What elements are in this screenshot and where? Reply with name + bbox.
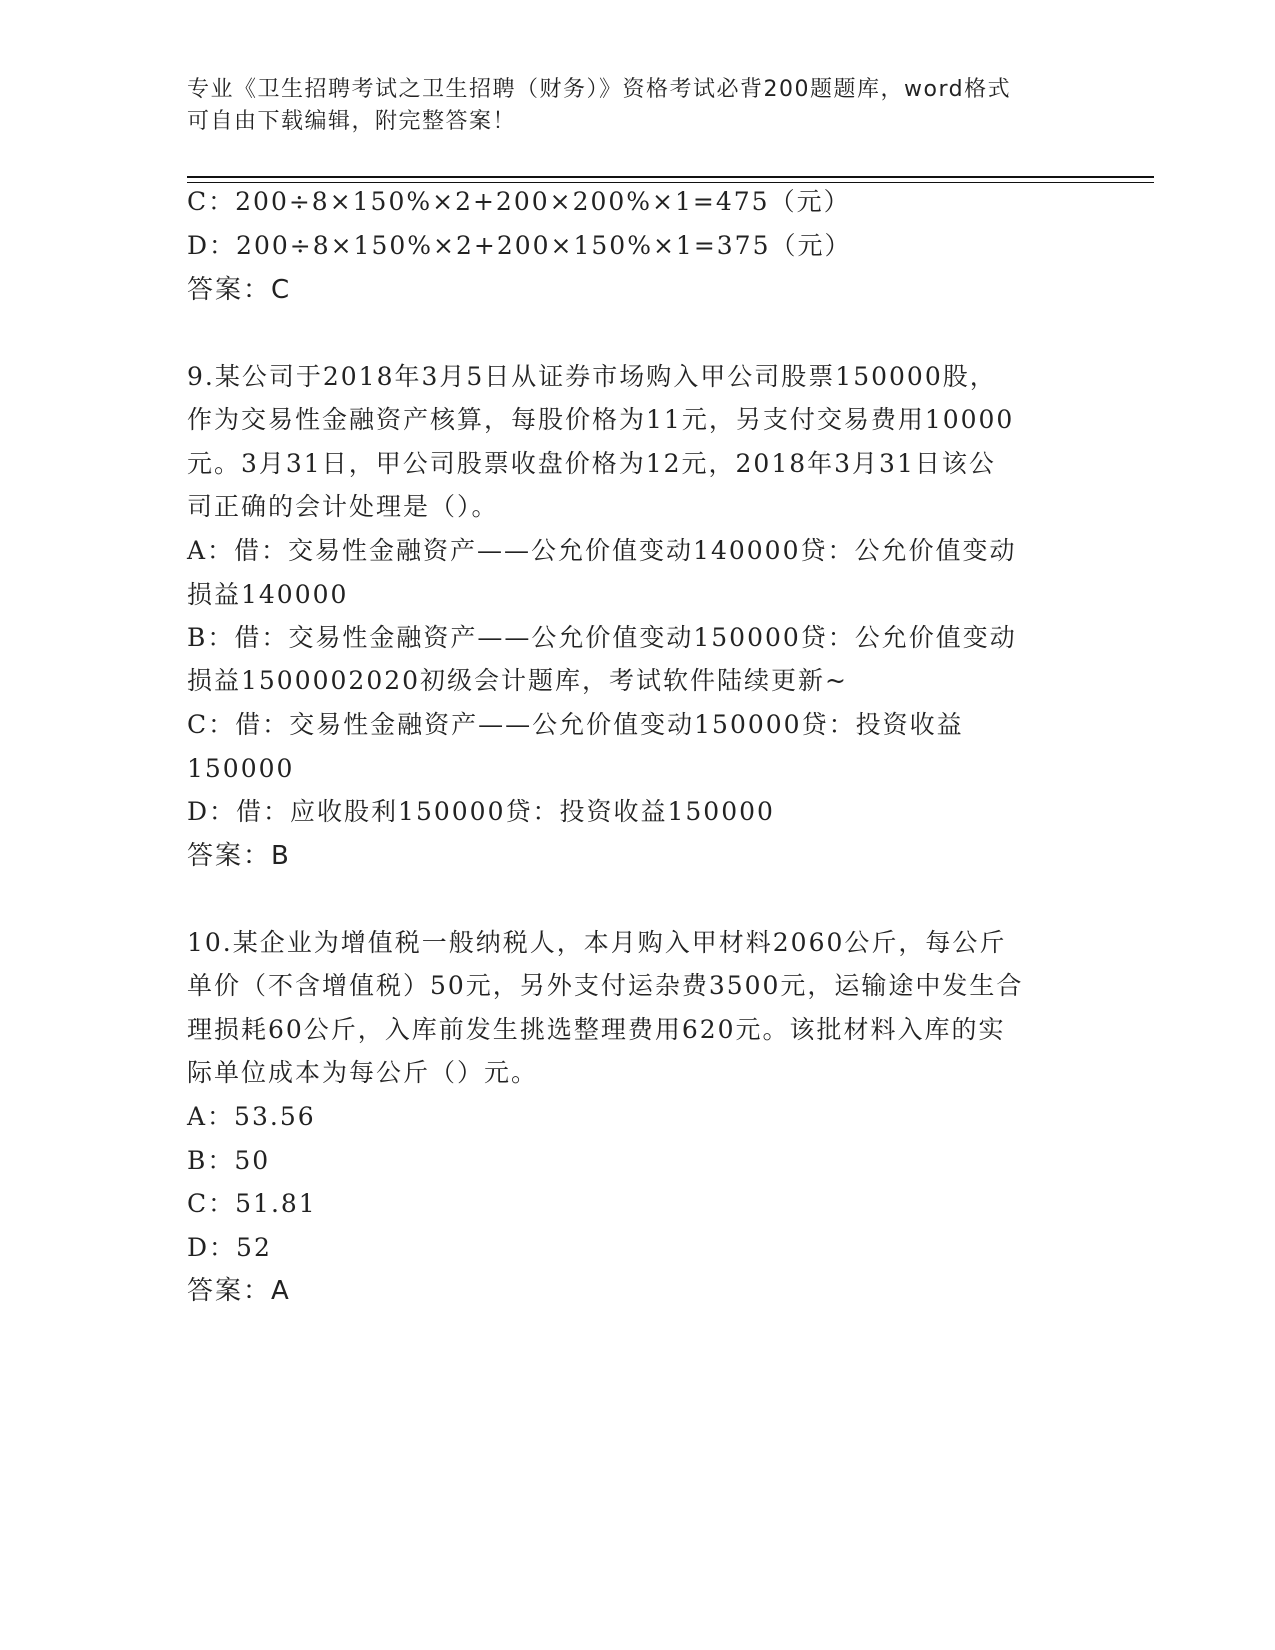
q9-answer: 答案：B	[187, 841, 291, 871]
q10-option-d: D：52	[187, 1233, 272, 1262]
q10-stem-line-1: 10.某企业为增值税一般纳税人，本月购入甲材料2060公斤，每公斤	[187, 928, 1007, 957]
q9-option-d: D：借：应收股利150000贷：投资收益150000	[187, 797, 775, 826]
q10-stem-line-3: 理损耗60公斤，入库前发生挑选整理费用620元。该批材料入库的实	[187, 1015, 1006, 1044]
q9-stem-line-3: 元。3月31日，甲公司股票收盘价格为12元，2018年3月31日该公	[187, 449, 996, 478]
prev-answer: 答案：C	[187, 275, 292, 305]
q10-answer: 答案：A	[187, 1276, 291, 1306]
header-divider-thick	[187, 176, 1154, 178]
q9-stem-line-2: 作为交易性金融资产核算，每股价格为11元，另支付交易费用10000	[187, 405, 1015, 434]
q9-stem-line-4: 司正确的会计处理是（）。	[187, 492, 499, 521]
prev-option-c: C：200÷8×150%×2+200×200%×1=475（元）	[187, 187, 851, 216]
q9-stem-line-1: 9.某公司于2018年3月5日从证券市场购入甲公司股票150000股，	[187, 362, 997, 391]
header-line-2: 可自由下载编辑，附完整答案！	[187, 109, 517, 134]
header-line-1: 专业《卫生招聘考试之卫生招聘（财务）》资格考试必背200题题库，word格式	[187, 77, 1012, 102]
q9-option-a-line-1: A：借：交易性金融资产——公允价值变动140000贷：公允价值变动	[187, 536, 1017, 565]
q10-stem-line-4: 际单位成本为每公斤（）元。	[187, 1058, 539, 1087]
q10-option-c: C：51.81	[187, 1189, 317, 1218]
q9-option-b-line-1: B：借：交易性金融资产——公允价值变动150000贷：公允价值变动	[187, 623, 1017, 652]
document-header	[187, 74, 1087, 138]
q10-option-b: B：50	[187, 1146, 271, 1175]
q10-stem-line-2: 单价（不含增值税）50元，另外支付运杂费3500元，运输途中发生合	[187, 971, 1024, 1000]
q9-option-c-line-2: 150000	[187, 754, 295, 783]
prev-option-d: D：200÷8×150%×2+200×150%×1=375（元）	[187, 231, 852, 260]
q9-option-b-line-2: 损益1500002020初级会计题库，考试软件陆续更新~	[187, 666, 849, 695]
q10-option-a: A：53.56	[187, 1102, 316, 1131]
q9-option-c-line-1: C：借：交易性金融资产——公允价值变动150000贷：投资收益	[187, 710, 964, 739]
header-divider-thin	[187, 182, 1154, 183]
q9-option-a-line-2: 损益140000	[187, 580, 349, 609]
